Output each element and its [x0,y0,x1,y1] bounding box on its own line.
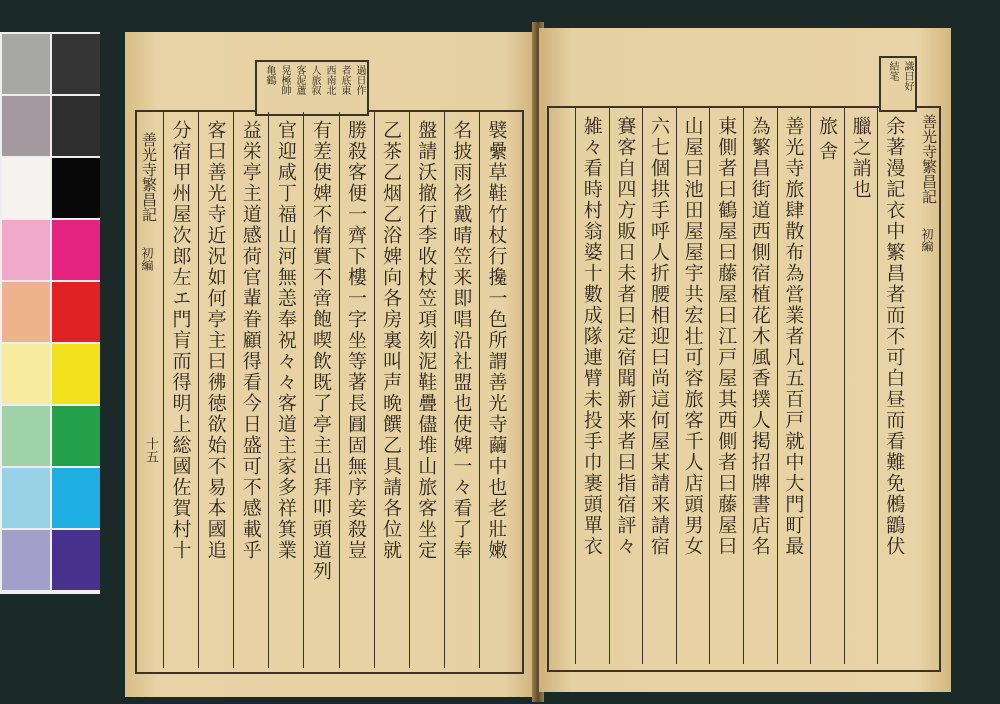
color-patch [2,468,50,528]
color-patch [52,96,100,156]
text-column: 官迎咸丁福山河無恙奉祝々々客道主家多祥箕業 [274,120,297,561]
text-column: 為繁昌街道西側宿植花木風香撲人掲招牌書店名 [748,116,771,557]
text-column: 盤請沃撤行李收杖笠項刻泥鞋疊儘堆山旅客坐定 [415,120,438,561]
header-note-line: 客泥蘆 [294,65,305,95]
color-patch [2,530,50,590]
left-edge-subtitle: 初編 [140,247,154,271]
column-rule [810,108,811,664]
text-column: 山屋曰池田屋屋宇共宏壮可容旅客千人店頭男女 [681,116,704,557]
right-page [539,28,951,692]
color-patch [2,344,50,404]
right-edge-title: 善光寺繁昌記 [920,114,938,204]
section-heading: 旅舎 [816,116,838,166]
text-column: 善光寺旅肆散布為営業者凡五百戸就中大門町最 [782,116,805,557]
text-column: 賽客自四方販日未者曰定宿聞新来者曰指宿評々 [614,116,637,557]
column-rule [777,108,778,664]
column-rule [743,108,744,664]
text-column: 有差使婢不惰實不啻飽喫飲既了亭主出拜叩頭道列 [309,120,332,582]
header-note-line: 亀鶴 [264,65,275,85]
header-note-line: 者底東 [339,65,350,95]
column-rule [479,112,480,668]
color-patch [52,34,100,94]
color-patch [52,344,100,404]
column-rule [642,108,643,664]
header-note-line: 結笔 [887,61,898,81]
left-page [125,32,537,697]
text-column: 分宿甲州屋次郎左エ門肓而得明上総國佐賀村十 [169,120,192,561]
color-checker-card [0,32,100,594]
color-patch [2,158,50,218]
text-column: 名披雨衫戴晴笠来即唱沿社盟也使婢一々看了奉 [450,120,473,561]
color-patch [52,158,100,218]
color-patch [52,282,100,342]
text-column: 乙茶乙烟乙浴婢向各房裏叫声晩饌乙具請各位就 [380,120,403,561]
color-patch [2,34,50,94]
column-rule [609,108,610,664]
text-column: 襞纍草鞋竹杖行攙一色所謂善光寺繭中也老壯嫩 [485,120,508,561]
column-rule [339,112,340,668]
text-column: 客曰善光寺近況如何亭主曰彿徳欲始不易本國追 [204,120,227,561]
color-patch [2,406,50,466]
column-rule [374,112,375,668]
header-note-line: 過日作 [354,65,365,95]
text-column: 臘之誚也 [849,116,872,200]
color-patch [52,530,100,590]
header-note-line: 識曰好 [902,61,913,91]
header-note-line: 人旅叙 [309,65,320,95]
header-note-line: 西南北 [324,65,335,95]
color-patch [52,220,100,280]
text-column: 余著漫記衣中繁昌者而不可白昼而看難免鵂鶹伏 [883,116,906,557]
left-page-number: 十五 [143,437,158,463]
color-patch [52,468,100,528]
color-patch [2,220,50,280]
right-header-note [879,56,917,112]
column-rule [575,108,576,664]
column-rule [163,112,164,668]
left-header-note [255,60,369,116]
column-rule [303,112,304,668]
left-edge-title: 善光寺繁昌記 [140,132,158,222]
column-rule [877,108,878,664]
text-column: 益栄亭主道感荷官輩眷顧得看今日盛可不感載乎 [239,120,262,561]
header-note-line: 晃極帥 [279,65,290,95]
text-column: 雑々看時村翁婆十數成隊連臂未投手巾裹頭單衣 [580,116,603,557]
column-rule [233,112,234,668]
column-rule [676,108,677,664]
column-rule [409,112,410,668]
column-rule [268,112,269,668]
text-column: 六七個拱手呼人折腰相迎曰尚這何屋某請来請宿 [648,116,670,557]
color-patch [2,282,50,342]
text-column: 勝殺客便一齊下樓一字坐等著長㘣固無序妾殺豈 [345,120,368,561]
text-column: 東側者曰鶴屋曰藤屋曰江戸屋其西側者曰藤屋曰 [715,116,738,557]
column-rule [444,112,445,668]
column-rule [709,108,710,664]
column-rule [844,108,845,664]
book-spread [125,22,955,702]
color-patch [52,406,100,466]
color-patch [2,96,50,156]
column-rule [198,112,199,668]
right-edge-subtitle: 初編 [920,228,934,252]
